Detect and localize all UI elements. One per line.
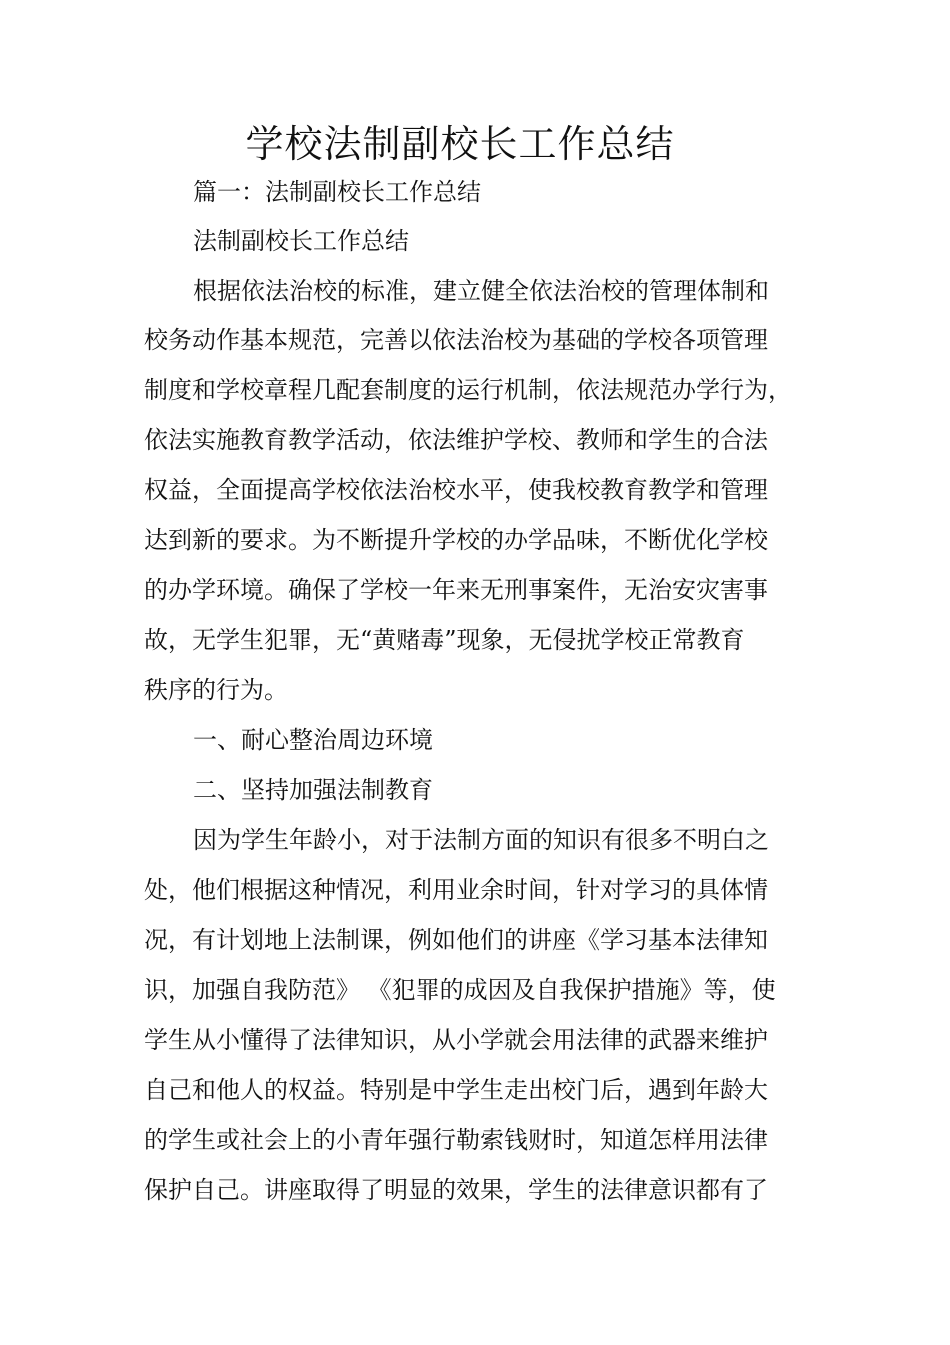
- paragraph-line: 权益，全面提高学校依法治校水平，使我校教育教学和管理: [144, 476, 768, 504]
- paragraph-line: 的办学环境。确保了学校一年来无刑事案件，无治安灾害事: [144, 576, 768, 604]
- section-heading: 一、耐心整治周边环境: [193, 726, 433, 754]
- paragraph-line: 学生从小懂得了法律知识，从小学就会用法律的武器来维护: [144, 1026, 768, 1054]
- paragraph-line: 根据依法治校的标准，建立健全依法治校的管理体制和: [193, 277, 769, 305]
- paragraph-line: 处，他们根据这种情况，利用业余时间，针对学习的具体情: [144, 876, 768, 904]
- paragraph-line: 保护自己。讲座取得了明显的效果，学生的法律意识都有了: [144, 1176, 768, 1204]
- document-title: 学校法制副校长工作总结: [245, 122, 675, 166]
- paragraph-line: 识，加强自我防范》 《犯罪的成因及自我保护措施》等，使: [144, 976, 776, 1004]
- section-subtitle: 法制副校长工作总结: [193, 227, 409, 255]
- paragraph-line: 依法实施教育教学活动，依法维护学校、教师和学生的合法: [144, 426, 768, 454]
- section-subtitle: 篇一：法制副校长工作总结: [193, 178, 481, 206]
- paragraph-line: 故，无学生犯罪，无“黄赌毒”现象，无侵扰学校正常教育: [144, 626, 745, 654]
- paragraph-line: 自己和他人的权益。特别是中学生走出校门后，遇到年龄大: [144, 1076, 768, 1104]
- section-heading: 二、坚持加强法制教育: [193, 776, 433, 804]
- paragraph-line: 达到新的要求。为不断提升学校的办学品味，不断优化学校: [144, 526, 768, 554]
- paragraph-line: 的学生或社会上的小青年强行勒索钱财时，知道怎样用法律: [144, 1126, 768, 1154]
- paragraph-line: 校务动作基本规范，完善以依法治校为基础的学校各项管理: [144, 326, 768, 354]
- paragraph-line: 况，有计划地上法制课，例如他们的讲座《学习基本法律知: [144, 926, 768, 954]
- paragraph-line: 秩序的行为。: [144, 676, 288, 704]
- paragraph-line: 制度和学校章程几配套制度的运行机制，依法规范办学行为，: [144, 376, 792, 404]
- paragraph-line: 因为学生年龄小，对于法制方面的知识有很多不明白之: [193, 826, 769, 854]
